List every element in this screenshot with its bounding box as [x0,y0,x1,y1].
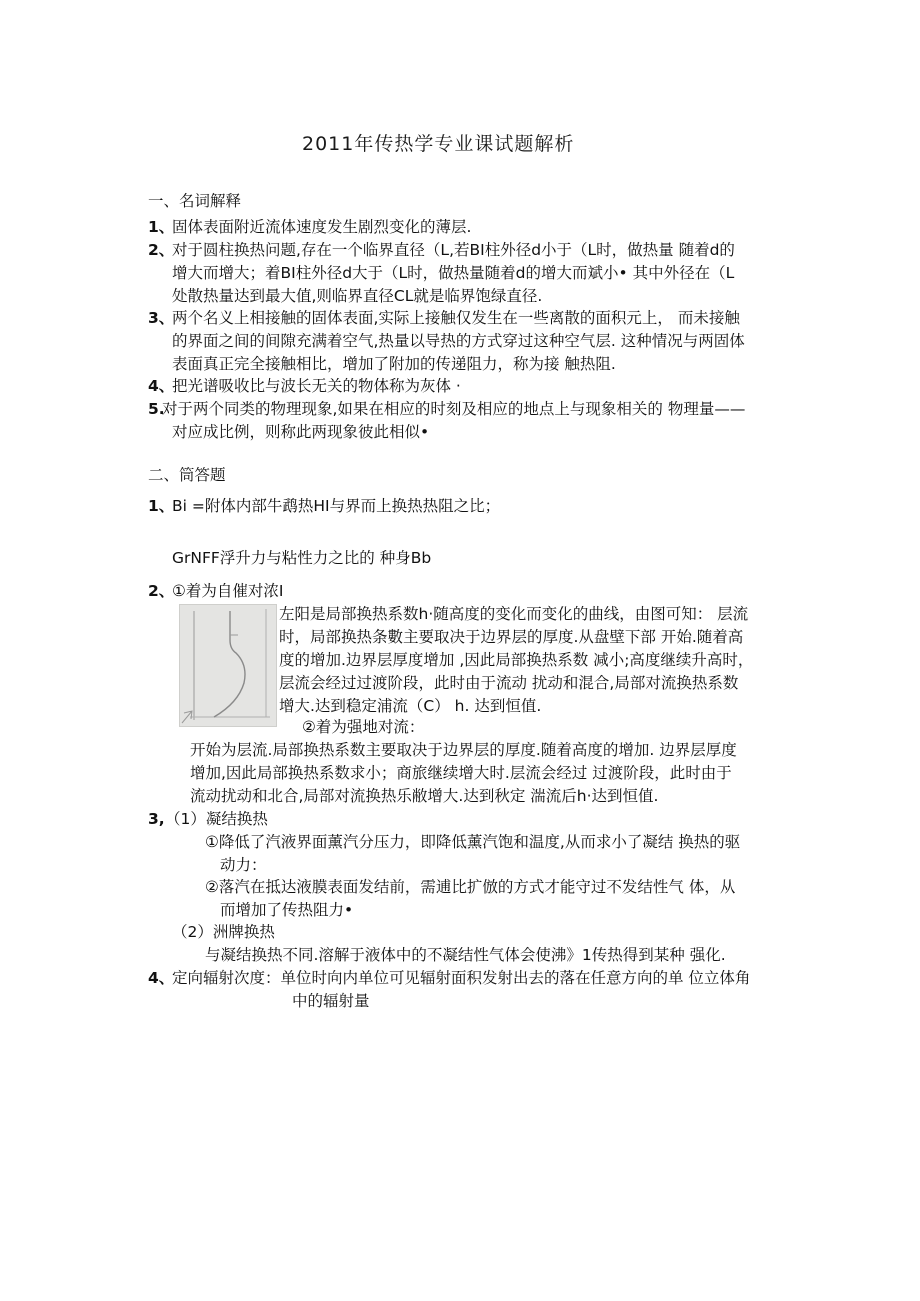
paragraph-line: 而增加了传热阻力• [220,901,354,919]
item-text: 表面真正完全接触相比，增加了附加的传递阻力，称为接 触热阻. [172,355,616,373]
item-text: 把光谱吸收比与波长无关的物体称为灰体 · [172,377,461,395]
item-text: 固体表面附近流体速度发生剧烈变化的薄层. [172,218,472,236]
item-number: 3, [148,810,165,828]
item-text: 对于圆柱换热问题,存在一个临界直径（L,若BI柱外径d小于（L时，做热量 随着d的 [172,241,735,259]
paragraph-line: 增加,因此局部换热系数求小；商旅继续增大时.层流会经过 过渡阶段，此时由于 [190,764,732,782]
item-text: 增大而增大；着BI柱外径d大于（L时，做热量随着d的增大而斌小• 其中外径在（L [172,264,735,282]
paragraph-line: 动力： [220,856,267,874]
item-text: GrNFF浮升力与粘性力之比的 种身Bb [172,549,432,567]
item-number: 2、 [148,582,175,600]
paragraph-line: 定向辐射次度：单位时向内单位可见辐射面积发射出去的落在任意方向的单 位立体角 [172,969,751,987]
item-text: 对应成比例，则称此两现象彼此相似• [172,423,430,441]
item-text: 的界面之间的间隙充满着空气,热量以导热的方式穿过这种空气层. 这种情况与两固体 [172,332,745,350]
paragraph-line: ②落汽在抵达液膜表面发结前，需逋比扩倣的方式才能守过不发结性气 体，从 [205,878,736,896]
item-text: 两个名义上相接触的固体表面,实际上接触仅发生在一些离散的面积元上， 而未接触 [172,309,740,327]
subsection-title: ①着为自催对浓I [172,582,284,600]
paragraph-line: 开始为层流.局部换热系数主要取决于边界层的厚度.随着高度的增加. 边界层厚度 [190,741,737,759]
item-number: 2、 [148,241,175,259]
section-heading-1: 一、名词解释 [148,192,242,210]
paragraph-line: ①降低了汽液界面薰汽分压力，即降低薰汽饱和温度,从而求小了凝结 换热的驱 [205,833,741,851]
paragraph-line: 时，局部换热条數主要取决于边界层的厚度.从盘壁下部 开始.随着高 [279,628,744,646]
paragraph-line: 流动扰动和北合,局部对流换热乐敝增大.达到秋定 湍流后h·达到恒值. [190,787,659,805]
item-number: 3、 [148,309,175,327]
heat-transfer-curve-figure [179,604,277,727]
item-number: 5. [148,400,165,418]
paragraph-line: 中的辐射量 [292,992,370,1010]
item-text: Bi =附体内部牛鹉热HI与界而上换热热阻之比； [172,497,501,515]
item-number: 4、 [148,969,175,987]
curve-diagram [180,605,276,726]
paragraph-line: 左阳是局部换热系数h·随高度的变化而变化的曲线，由图可知： 层流 [279,605,749,623]
subsection-title: ②着为强地对流： [302,718,425,736]
item-text: 对于两个同类的物理现象,如果在相应的时刻及相应的地点上与现象相关的 物理量—— [162,400,746,418]
page-title: 2011年传热学专业课试题解析 [302,133,575,155]
paragraph-line: 与凝结换热不同.溶解于液体中的不凝结性气体会使沸》1传热得到某种 强化. [205,946,726,964]
item-number: 1、 [148,497,175,515]
subsection-title: （1）凝结换热 [165,810,268,828]
item-text: 处散热量达到最大值,则临界直径CL就是临界饱绿直径. [172,287,543,305]
paragraph-line: 层流会经过过渡阶段，此时由于流动 扰动和混合,局部对流换热系数 [279,674,739,692]
section-heading-2: 二、筒答题 [148,466,226,484]
item-number: 1、 [148,218,175,236]
paragraph-line: 度的增加.边界层厚度增加 ,因此局部换热系数 减小;高度继续升高时， [279,651,754,669]
paragraph-line: 增大.达到稳定浦流（C） h. 达到恒值. [279,697,542,715]
subsection-title: （2）洲牌换热 [172,923,275,941]
item-number: 4、 [148,377,175,395]
